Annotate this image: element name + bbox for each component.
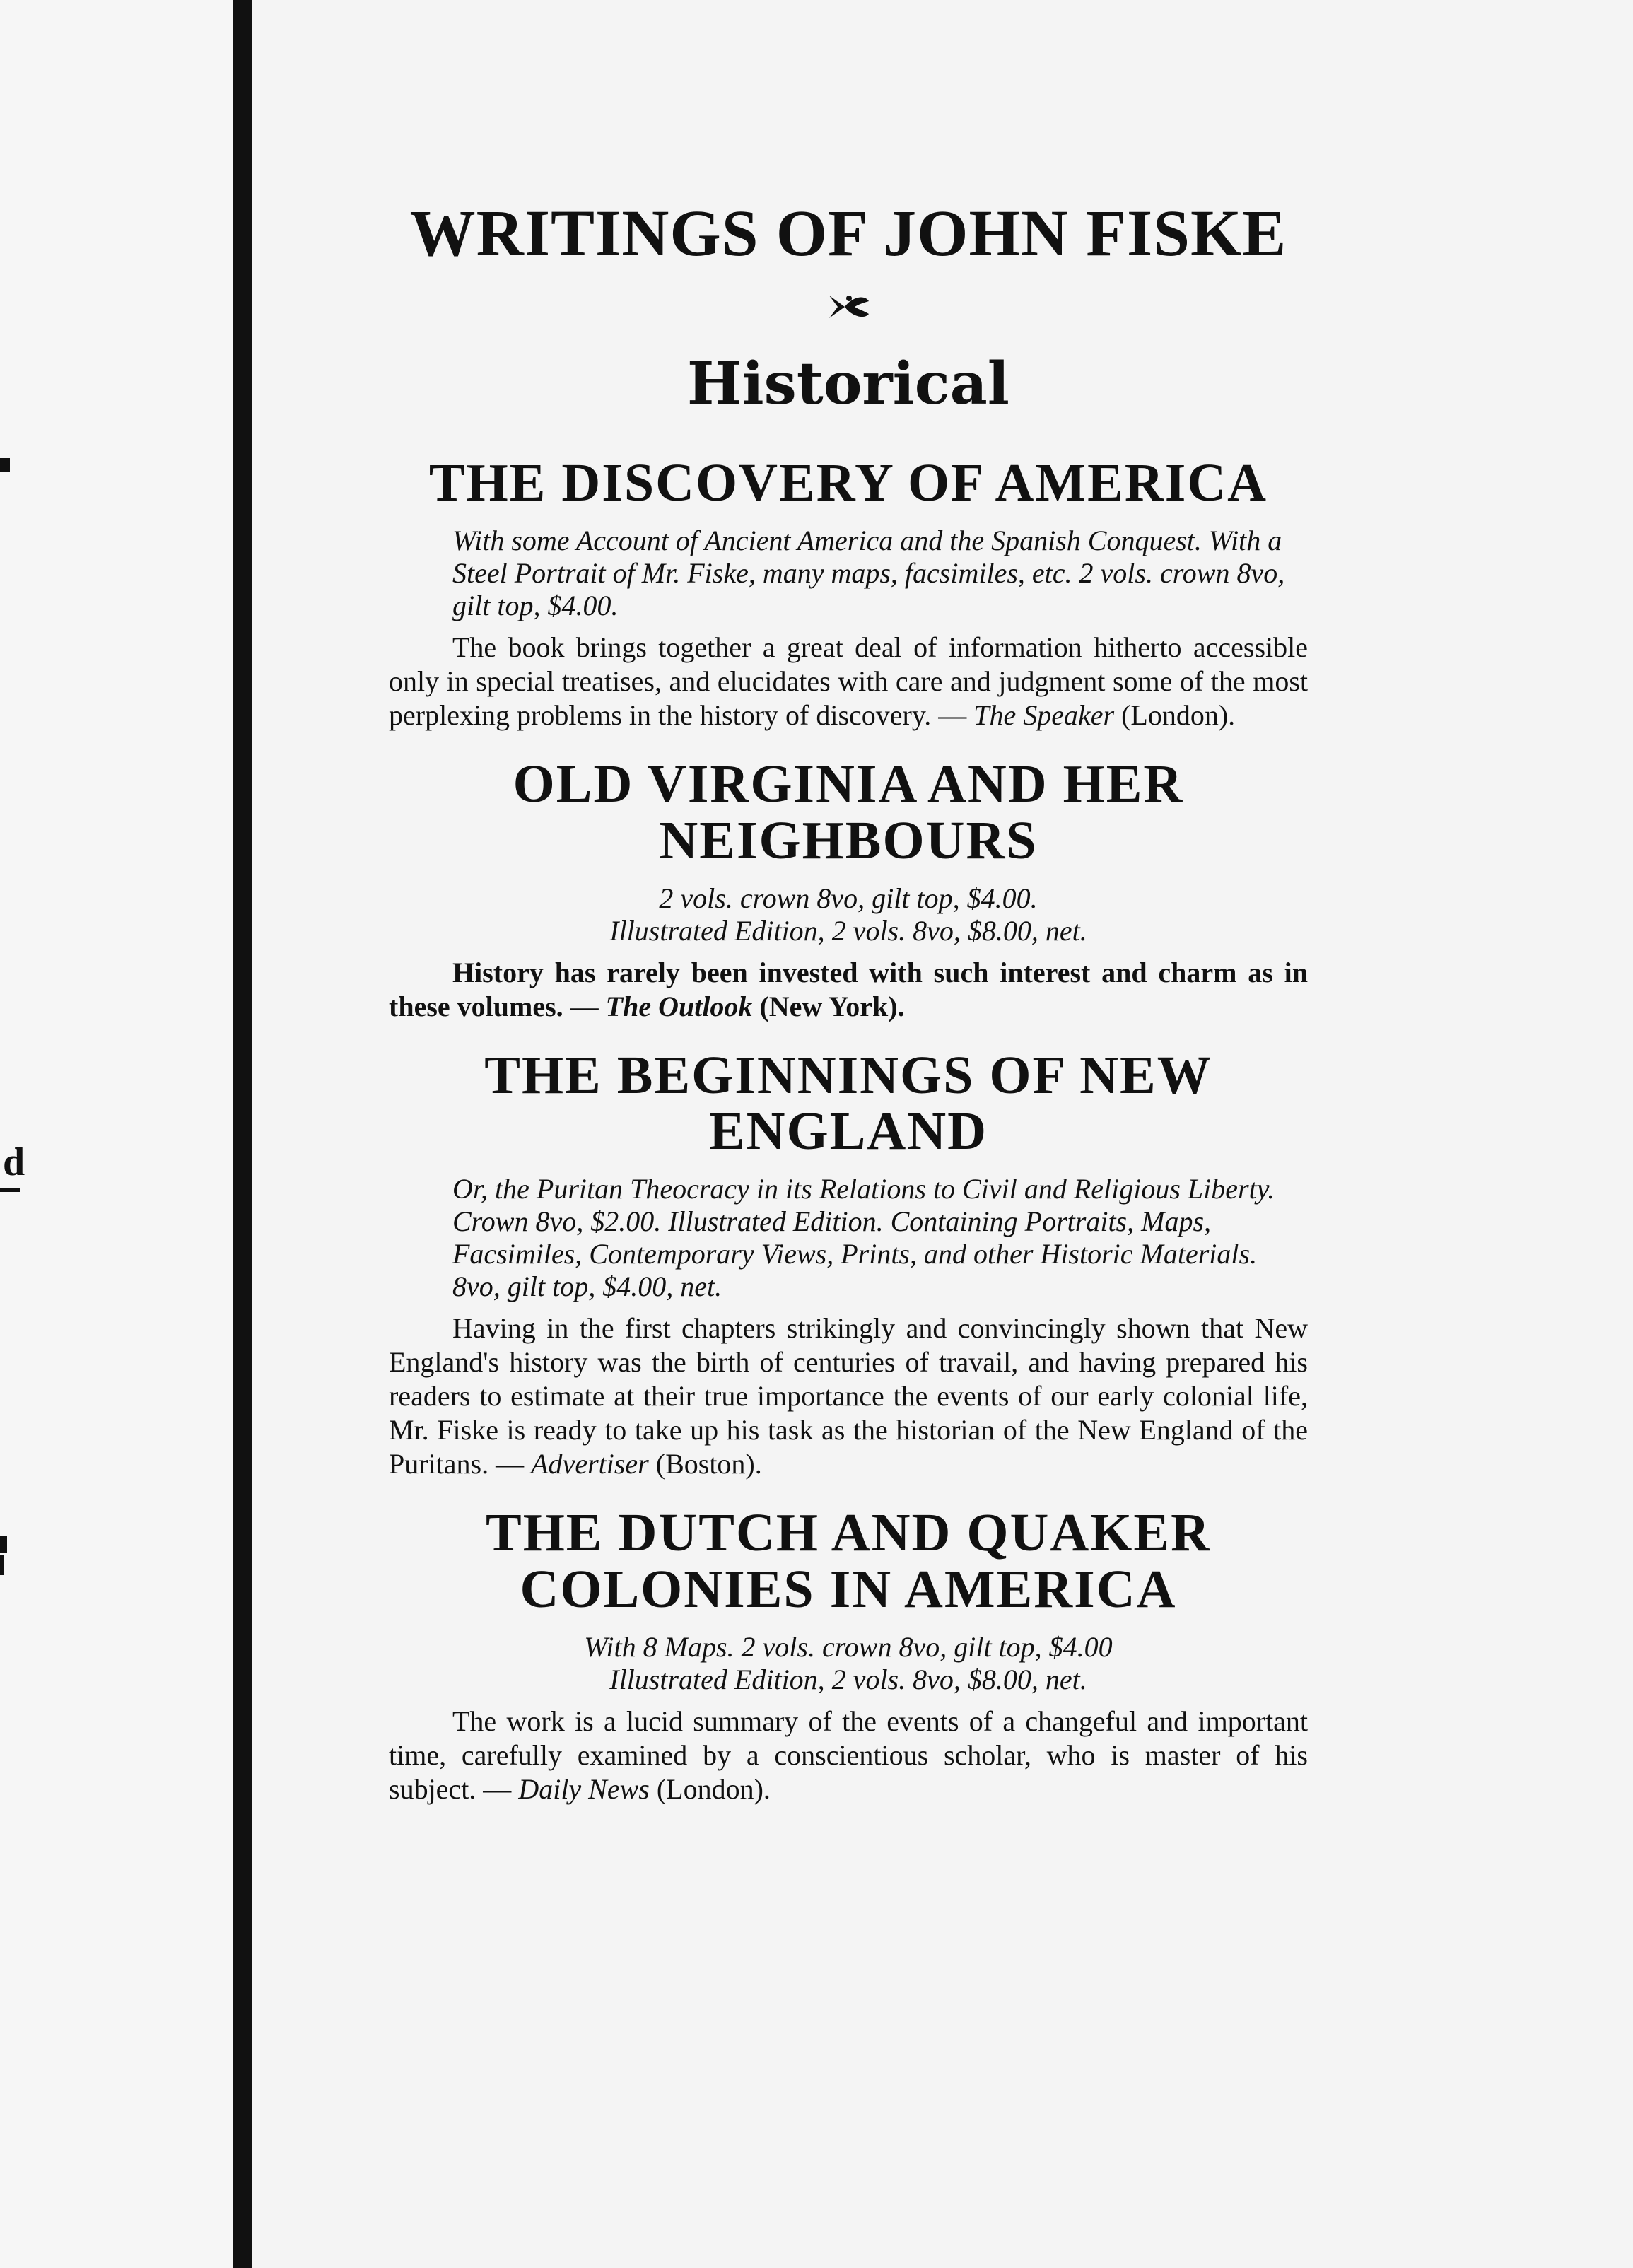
- review-quote: [389, 1705, 1308, 1806]
- book-details: Or, the Puritan Theocracy in its Relations to Civil and Religious Liberty. Crown 8vo, $2.00. Illustrated Edition. Containing Portraits, Maps, Facsimiles, Contemporary Views, Prints, and other Historic Materials. 8vo, gilt top, $4.00, net.: [452, 1173, 1275, 1303]
- advertisement-page: [389, 198, 1308, 1806]
- book-details: Illustrated Edition, 2 vols. 8vo, $8.00, net.: [609, 914, 1087, 947]
- fleuron-ornament-icon: [824, 291, 873, 322]
- review-text: History has rarely been invested with such interest and charm as in these volumes. —: [389, 956, 1308, 1022]
- review-place: (Boston).: [655, 1448, 762, 1480]
- review-source: The Speaker: [973, 699, 1115, 732]
- book-entry: [389, 455, 1308, 732]
- page-title: WRITINGS OF JOHN FISKE: [409, 197, 1287, 270]
- left-page: [0, 0, 233, 2268]
- review-text: Having in the first chapters strikingly and convincingly shown that New England's history was the birth of centuries of travail, and having prepared his readers to estimate at their true importance the events of our early colonial life, Mr. Fiske is ready to take up his task as the historian of the New England of the Puritans. —: [389, 1312, 1308, 1480]
- review-quote: [389, 956, 1308, 1024]
- review-quote: [389, 631, 1308, 732]
- book-entry: [389, 1505, 1308, 1806]
- review-place: (London).: [1121, 699, 1236, 732]
- book-title: THE DISCOVERY OF AMERICA: [428, 453, 1268, 513]
- book-title: OLD VIRGINIA AND HER NEIGHBOURS: [513, 754, 1184, 870]
- review-place: (London).: [656, 1772, 771, 1805]
- review-quote: [389, 1311, 1308, 1481]
- review-source: Advertiser: [531, 1448, 649, 1480]
- book-entry: [389, 756, 1308, 1024]
- book-title: THE DUTCH AND QUAKER COLONIES IN AMERICA: [486, 1503, 1211, 1620]
- edge-mark: [0, 1555, 4, 1575]
- book-title: THE BEGINNINGS OF NEW ENGLAND: [484, 1045, 1212, 1162]
- edge-mark: [0, 1536, 7, 1553]
- book-details: With some Account of Ancient America and the Spanish Conquest. With a Steel Portrait of Mr. Fiske, many maps, facsimiles, etc. 2 vols. crown 8vo, gilt top, $4.00.: [452, 525, 1285, 622]
- review-source: The Outlook: [605, 990, 753, 1022]
- review-text: The work is a lucid summary of the events of a changeful and important time, carefully examined by a conscientious scholar, who is master of his subject. —: [389, 1705, 1308, 1805]
- book-details: Illustrated Edition, 2 vols. 8vo, $8.00, net.: [609, 1663, 1087, 1695]
- edge-text-fragment: d: [3, 1140, 25, 1184]
- book-details: 2 vols. crown 8vo, gilt top, $4.00.: [659, 882, 1038, 914]
- review-source: Daily News: [518, 1772, 650, 1805]
- book-details: With 8 Maps. 2 vols. crown 8vo, gilt top, $4.00: [584, 1630, 1113, 1663]
- review-place: (New York).: [759, 990, 905, 1022]
- edge-rule: [0, 1188, 20, 1192]
- book-entry: [389, 1045, 1308, 1482]
- review-text: The book brings together a great deal of information hitherto accessible only in special treatises, and elucidates with care and judgment some of the most perplexing problems in the history of discovery. —: [389, 631, 1308, 732]
- edge-mark: [0, 458, 10, 472]
- section-heading: Historical: [687, 350, 1009, 419]
- page-gutter: [233, 0, 252, 2268]
